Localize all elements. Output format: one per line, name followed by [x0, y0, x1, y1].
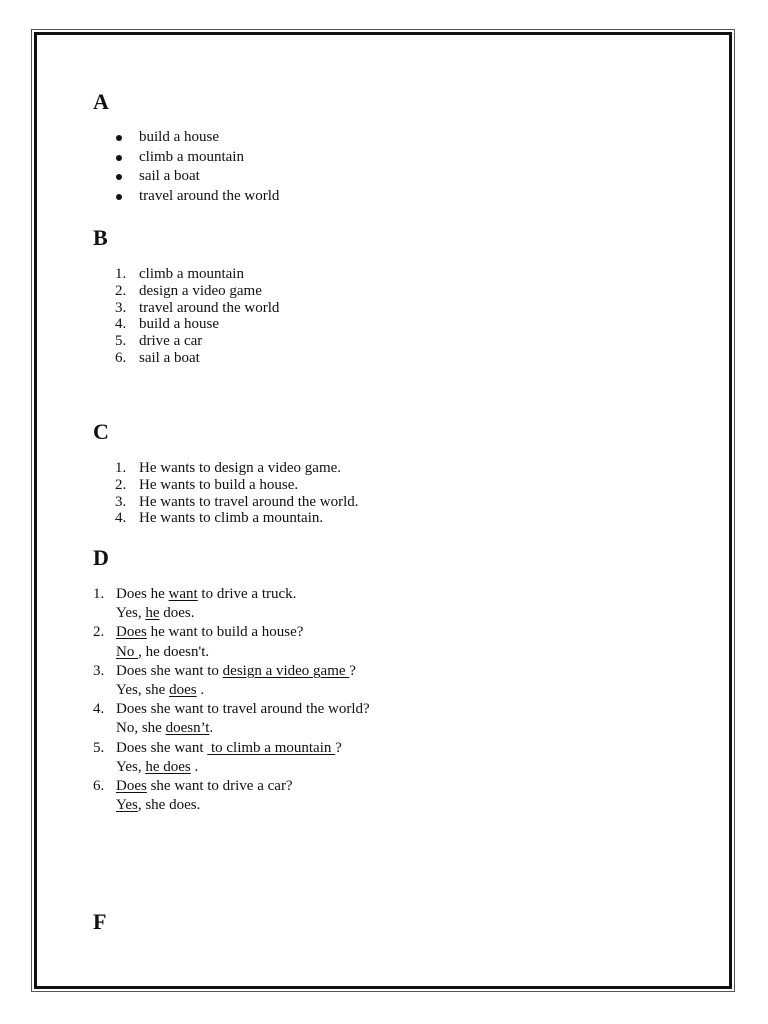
list-item	[110, 266, 279, 283]
list-item	[110, 316, 279, 333]
list-item-number: 4.	[115, 316, 127, 333]
list-item	[110, 510, 359, 527]
list-item	[110, 494, 359, 511]
answer-text: Yes,	[116, 605, 146, 622]
list-item-number: 6.	[115, 349, 127, 366]
question-number: 6.	[93, 777, 105, 794]
list-item	[110, 283, 279, 300]
answer-text: .	[196, 681, 205, 698]
list-item-number: 3.	[115, 493, 127, 510]
question-item	[93, 777, 370, 815]
list-item-text: sail a boat	[139, 349, 200, 366]
answer-text: , he doesn't.	[138, 643, 210, 660]
answer-line	[116, 643, 370, 662]
section-a-heading: A	[93, 89, 109, 114]
list-item-text: climb a mountain	[139, 266, 244, 282]
list-item-text: He wants to design a video game.	[139, 460, 342, 476]
list-item-text: build a house	[139, 129, 219, 145]
underlined-answer: he does	[145, 758, 191, 775]
list-item-text: He wants to travel around the world.	[139, 493, 359, 510]
answer-text: No, she	[116, 720, 166, 737]
answer-text: does.	[159, 605, 195, 622]
section-c-numbered-list	[110, 460, 359, 527]
answer-line	[116, 758, 370, 777]
list-item-text: He wants to climb a mountain.	[139, 510, 324, 527]
question-text: to drive a truck.	[197, 586, 297, 602]
list-item-number: 2.	[115, 476, 127, 493]
list-item-number: 2.	[115, 282, 127, 299]
list-item-number: 1.	[115, 266, 127, 282]
question-line	[116, 585, 370, 604]
underlined-answer: Yes	[116, 797, 138, 814]
section-d-question-list	[93, 585, 370, 815]
question-line	[116, 700, 370, 719]
question-line	[116, 623, 370, 642]
question-line	[116, 777, 370, 796]
question-item	[93, 585, 370, 623]
question-line	[116, 739, 370, 758]
section-b-numbered-list	[110, 266, 279, 367]
underlined-answer: Does	[116, 624, 147, 641]
answer-text: , she does.	[137, 797, 201, 814]
question-text: Does she want to travel around the world?	[116, 701, 370, 718]
answer-text: .	[190, 758, 199, 775]
list-item	[110, 148, 279, 168]
underlined-answer: to climb a mountain	[207, 739, 336, 756]
question-text: Does she want	[116, 739, 208, 756]
list-item-text: He wants to build a house.	[139, 476, 299, 493]
list-item-number: 4.	[115, 510, 127, 527]
underlined-answer: he	[145, 605, 160, 622]
underlined-answer: design a video game	[222, 662, 350, 679]
question-text: Does she want to	[116, 662, 223, 679]
list-item-number: 1.	[115, 460, 127, 476]
question-text: she want to drive a car?	[146, 777, 293, 794]
answer-line	[116, 719, 370, 738]
list-item	[110, 167, 279, 187]
underlined-answer: does	[169, 681, 197, 698]
bullet-icon	[116, 174, 122, 180]
question-number: 4.	[93, 701, 105, 718]
bullet-icon	[116, 155, 122, 161]
underlined-answer: doesn’t	[165, 720, 210, 737]
question-number: 5.	[93, 739, 105, 756]
list-item	[110, 460, 359, 477]
question-item	[93, 662, 370, 700]
section-f-heading: F	[93, 909, 107, 934]
list-item-text: travel around the world	[139, 299, 280, 316]
bullet-icon	[116, 135, 122, 141]
question-item	[93, 739, 370, 777]
list-item-text: sail a boat	[139, 168, 200, 184]
list-item-text: drive a car	[139, 333, 203, 350]
question-item	[93, 623, 370, 661]
list-item-number: 3.	[115, 299, 127, 316]
list-item	[110, 350, 279, 367]
question-number: 2.	[93, 624, 105, 641]
list-item	[110, 333, 279, 350]
answer-text: Yes,	[116, 758, 146, 775]
question-text: he want to build a house?	[146, 624, 304, 641]
list-item-text: travel around the world	[139, 187, 280, 204]
section-d-heading: D	[93, 545, 109, 570]
underlined-answer: Does	[116, 777, 147, 794]
question-number: 1.	[93, 586, 105, 602]
answer-line	[116, 604, 370, 623]
list-item	[110, 300, 279, 317]
list-item-number: 5.	[115, 333, 127, 350]
answer-line	[116, 681, 370, 700]
answer-text: Yes, she	[116, 681, 170, 698]
section-c-heading: C	[93, 419, 109, 444]
answer-text: .	[209, 720, 214, 737]
underlined-answer: want	[168, 586, 198, 602]
question-item	[93, 700, 370, 738]
bullet-icon	[116, 194, 122, 200]
list-item-text: climb a mountain	[139, 148, 244, 165]
underlined-answer: No	[116, 643, 139, 660]
list-item-text: design a video game	[139, 282, 262, 299]
question-text: ?	[349, 662, 356, 679]
list-item	[110, 187, 279, 207]
answer-line	[116, 796, 370, 815]
question-text: ?	[335, 739, 342, 756]
question-number: 3.	[93, 662, 105, 679]
list-item	[110, 128, 279, 148]
question-text: Does he	[116, 586, 169, 602]
section-a-bullet-list	[110, 128, 279, 206]
section-b-heading: B	[93, 225, 108, 250]
list-item-text: build a house	[139, 316, 219, 333]
question-line	[116, 662, 370, 681]
list-item	[110, 477, 359, 494]
